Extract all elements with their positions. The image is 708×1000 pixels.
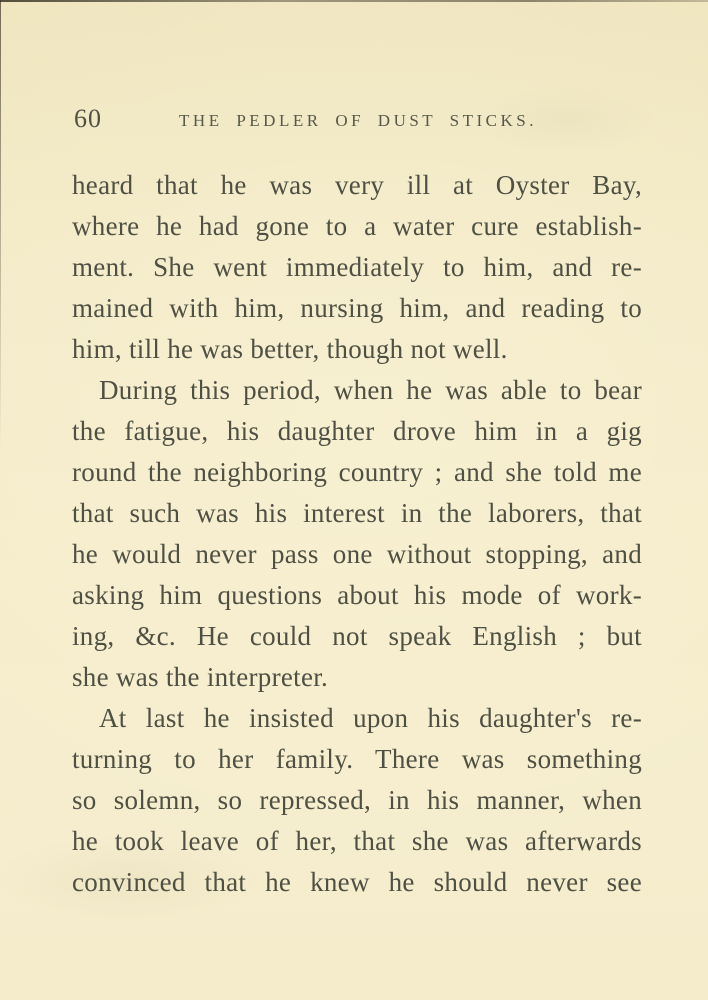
running-title: THE PEDLER OF DUST STICKS. <box>179 111 537 130</box>
text-line: turning to her family. There was something <box>72 744 642 774</box>
text-line: round the neighboring country ; and she told me <box>72 457 642 487</box>
page-number: 60 <box>74 104 102 133</box>
text-line: During this period, when he was able to bear <box>99 375 642 405</box>
text-line: where he had gone to a water cure establish- <box>72 211 642 241</box>
text-line: she was the interpreter. <box>72 662 329 692</box>
text-line: convinced that he knew he should never see <box>72 867 642 897</box>
text-line: the fatigue, his daughter drove him in a gig <box>72 416 642 446</box>
text-line: At last he insisted upon his daughter's re- <box>99 703 642 733</box>
text-line: he took leave of her, that she was afterwards <box>72 826 642 856</box>
body-text-block <box>72 165 642 903</box>
text-line: mained with him, nursing him, and reading to <box>72 293 642 323</box>
text-line: so solemn, so repressed, in his manner, when <box>72 785 642 815</box>
text-line: heard that he was very ill at Oyster Bay, <box>72 170 642 200</box>
text-line: that such was his interest in the laborers, that <box>72 498 642 528</box>
text-line: ing, &c. He could not speak English ; but <box>72 621 642 651</box>
text-line: him, till he was better, though not well. <box>72 334 508 364</box>
text-line: he would never pass one without stopping, and <box>72 539 642 569</box>
running-head <box>0 104 708 138</box>
text-line: asking him questions about his mode of work- <box>72 580 642 610</box>
text-line: ment. She went immediately to him, and re- <box>72 252 642 282</box>
